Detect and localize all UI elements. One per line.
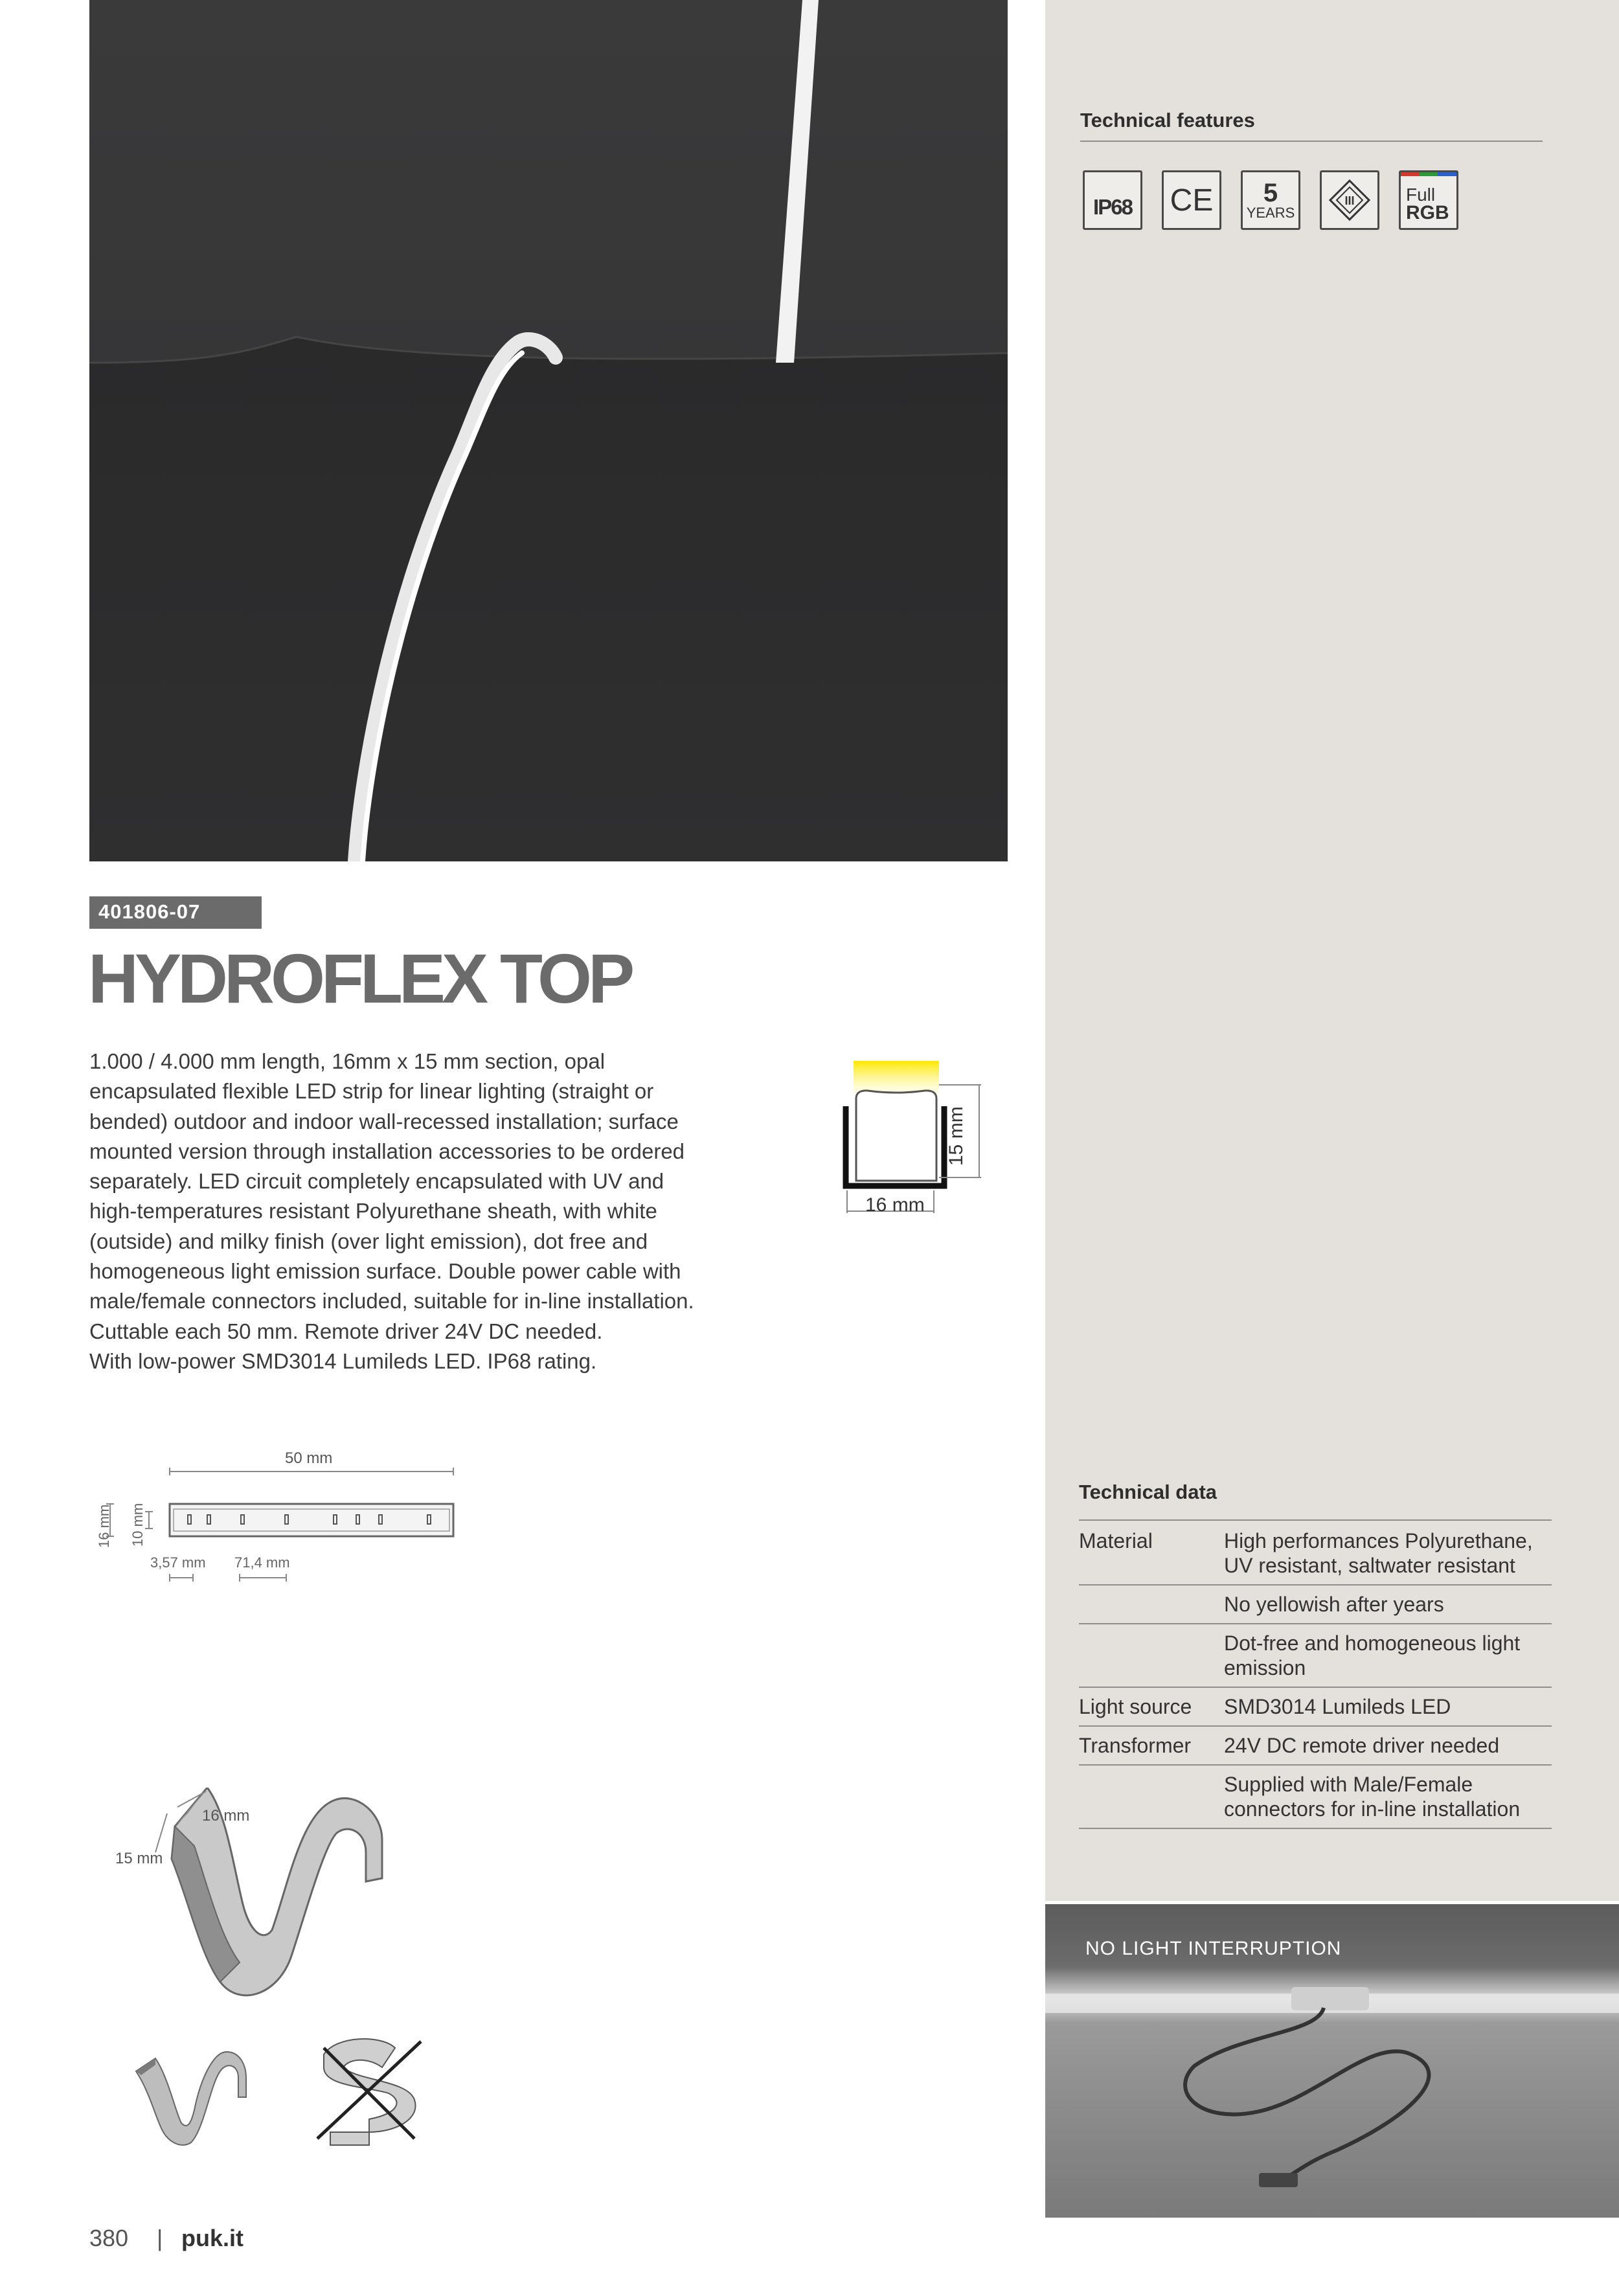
allowed-bend-icon xyxy=(130,2032,259,2149)
strip-outer-height-label: 16 mm xyxy=(96,1504,112,1548)
technical-data-table xyxy=(1079,1522,1552,1829)
description-line: male/female connectors included, suitable for in-line installation. xyxy=(89,1289,694,1313)
description-line: homogeneous light emission surface. Double power cable with xyxy=(89,1259,681,1284)
row-value: Supplied with Male/Female connectors for in-line installation xyxy=(1224,1773,1521,1821)
row-value: High performances Polyurethane, UV resistant, saltwater resistant xyxy=(1224,1529,1533,1577)
hero-photo-graphic xyxy=(89,0,1008,861)
product-code: 401806-07 xyxy=(98,900,201,923)
row-value: Dot-free and homogeneous light emission xyxy=(1224,1631,1521,1679)
description-line: 1.000 / 4.000 mm length, 16mm x 15 mm section, opal xyxy=(89,1049,606,1073)
table-row xyxy=(1079,1727,1552,1766)
technical-data-title: Technical data xyxy=(1079,1481,1217,1503)
row-label xyxy=(1079,1631,1224,1680)
strip-pitch-small-label: 3,57 mm xyxy=(150,1554,206,1571)
row-label: Transformer xyxy=(1079,1734,1192,1757)
description-line: mounted version through installation accessories to be ordered xyxy=(89,1139,685,1163)
row-label: Light source xyxy=(1079,1695,1192,1718)
row-label: Material xyxy=(1079,1529,1153,1552)
description-line: (outside) and milky finish (over light emission), dot free and xyxy=(89,1229,648,1253)
row-label xyxy=(1079,1772,1224,1821)
bend-drawing xyxy=(110,1788,408,2008)
forbidden-bend-icon xyxy=(304,2029,434,2152)
table-row xyxy=(1079,1624,1552,1688)
technical-features-divider xyxy=(1080,141,1543,142)
svg-text:III: III xyxy=(1344,194,1355,207)
ce-icon: CE xyxy=(1162,170,1221,230)
table-row xyxy=(1079,1586,1552,1624)
bend-height-label: 15 mm xyxy=(115,1850,163,1867)
table-row xyxy=(1079,1766,1552,1829)
page-number: 380 xyxy=(89,2225,129,2251)
description-line: With low-power SMD3014 Lumileds LED. IP68 rating. xyxy=(89,1348,597,1373)
section-height-label: 15 mm xyxy=(945,1106,967,1166)
ip68-icon: IP68 xyxy=(1083,170,1142,230)
table-row xyxy=(1079,1522,1552,1586)
technical-data-divider xyxy=(1079,1519,1552,1521)
table-row xyxy=(1079,1688,1552,1727)
row-value: No yellowish after years xyxy=(1224,1593,1444,1616)
strip-length-label: 50 mm xyxy=(285,1449,333,1467)
class-iii-icon xyxy=(1320,170,1379,230)
description-line: bended) outdoor and indoor wall-recessed installation; surface xyxy=(89,1109,679,1133)
description-line: Cuttable each 50 mm. Remote driver 24V DC needed. xyxy=(89,1319,603,1343)
rgb-bar-icon xyxy=(1401,172,1456,176)
description-line: encapsulated flexible LED strip for linear lighting (straight or xyxy=(89,1079,654,1104)
strip-pitch-large-label: 71,4 mm xyxy=(234,1554,290,1571)
strip-inner-height-label: 10 mm xyxy=(130,1503,146,1547)
row-value: SMD3014 Lumileds LED xyxy=(1224,1695,1451,1718)
row-value: 24V DC remote driver needed xyxy=(1224,1734,1500,1757)
footer-separator: | xyxy=(157,2225,163,2251)
product-description xyxy=(89,1047,789,1376)
section-width-label: 16 mm xyxy=(865,1194,925,1216)
description-line: high-temperatures resistant Polyurethane sheath, with white xyxy=(89,1199,657,1223)
website-link[interactable]: puk.it xyxy=(181,2225,243,2251)
row-label xyxy=(1079,1592,1224,1617)
technical-features-title: Technical features xyxy=(1080,109,1255,131)
description-line: separately. LED circuit completely encapsulated with UV and xyxy=(89,1169,664,1194)
5-years-icon: 5 YEARS xyxy=(1241,170,1300,230)
photo-caption: NO LIGHT INTERRUPTION xyxy=(1085,1938,1342,1959)
bend-width-label: 16 mm xyxy=(202,1807,250,1824)
strip-drawing xyxy=(91,1451,466,1593)
product-title: HYDROFLEX TOP xyxy=(88,939,631,1017)
full-rgb-icon: Full RGB xyxy=(1399,170,1458,230)
hero-product-photo xyxy=(89,0,1008,861)
